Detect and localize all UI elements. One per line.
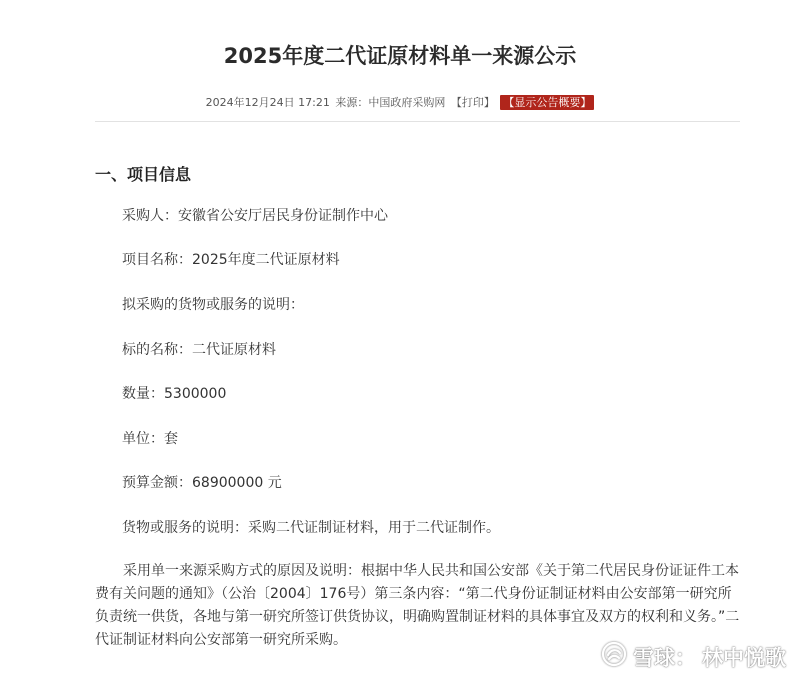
show-summary-button[interactable]: 【显示公告概要】 xyxy=(500,95,594,110)
snowball-logo-icon xyxy=(601,641,627,672)
budget-line: 预算金额：68900000 元 xyxy=(122,475,282,491)
publish-datetime: 2024年12月24日 17:21 xyxy=(205,96,330,109)
source-name: 中国政府采购网 xyxy=(368,96,446,109)
title-divider xyxy=(95,121,740,122)
single-source-reason-paragraph: 采用单一来源采购方式的原因及说明：根据中华人民共和国公安部《关于第二代居民身份证证件工本费有关问题的通知》（公治〔2004〕176号）第三条内容：“第二代身份证制证材料由公安部第一研究所负责统一供货，各地与第一研究所签订供货协议，明确购置制证材料的具体事宜及双方的权利和义务。”二代证制证材料向公安部第一研究所采购。 xyxy=(95,563,740,648)
project-name-line: 项目名称：2025年度二代证原材料 xyxy=(122,252,340,268)
source-label: 来源： xyxy=(335,96,369,109)
section-heading: 一、项目信息 xyxy=(95,165,192,184)
purchaser-line: 采购人：安徽省公安厅居民身份证制作中心 xyxy=(122,208,388,224)
article-meta xyxy=(0,94,800,110)
quantity-line: 数量：5300000 xyxy=(122,386,227,402)
subject-name-line: 标的名称：二代证原材料 xyxy=(122,342,276,358)
goods-description-heading: 拟采购的货物或服务的说明： xyxy=(122,297,304,313)
print-link[interactable]: 【打印】 xyxy=(450,96,495,109)
page-title: 2025年度二代证原材料单一来源公示 xyxy=(223,44,577,68)
goods-description-line: 货物或服务的说明：采购二代证制证材料，用于二代证制作。 xyxy=(122,520,500,536)
unit-line: 单位：套 xyxy=(122,431,178,447)
snowball-watermark xyxy=(601,641,786,672)
watermark-author: 林中悦歌 xyxy=(702,645,786,670)
watermark-brand: 雪球： xyxy=(633,645,696,670)
